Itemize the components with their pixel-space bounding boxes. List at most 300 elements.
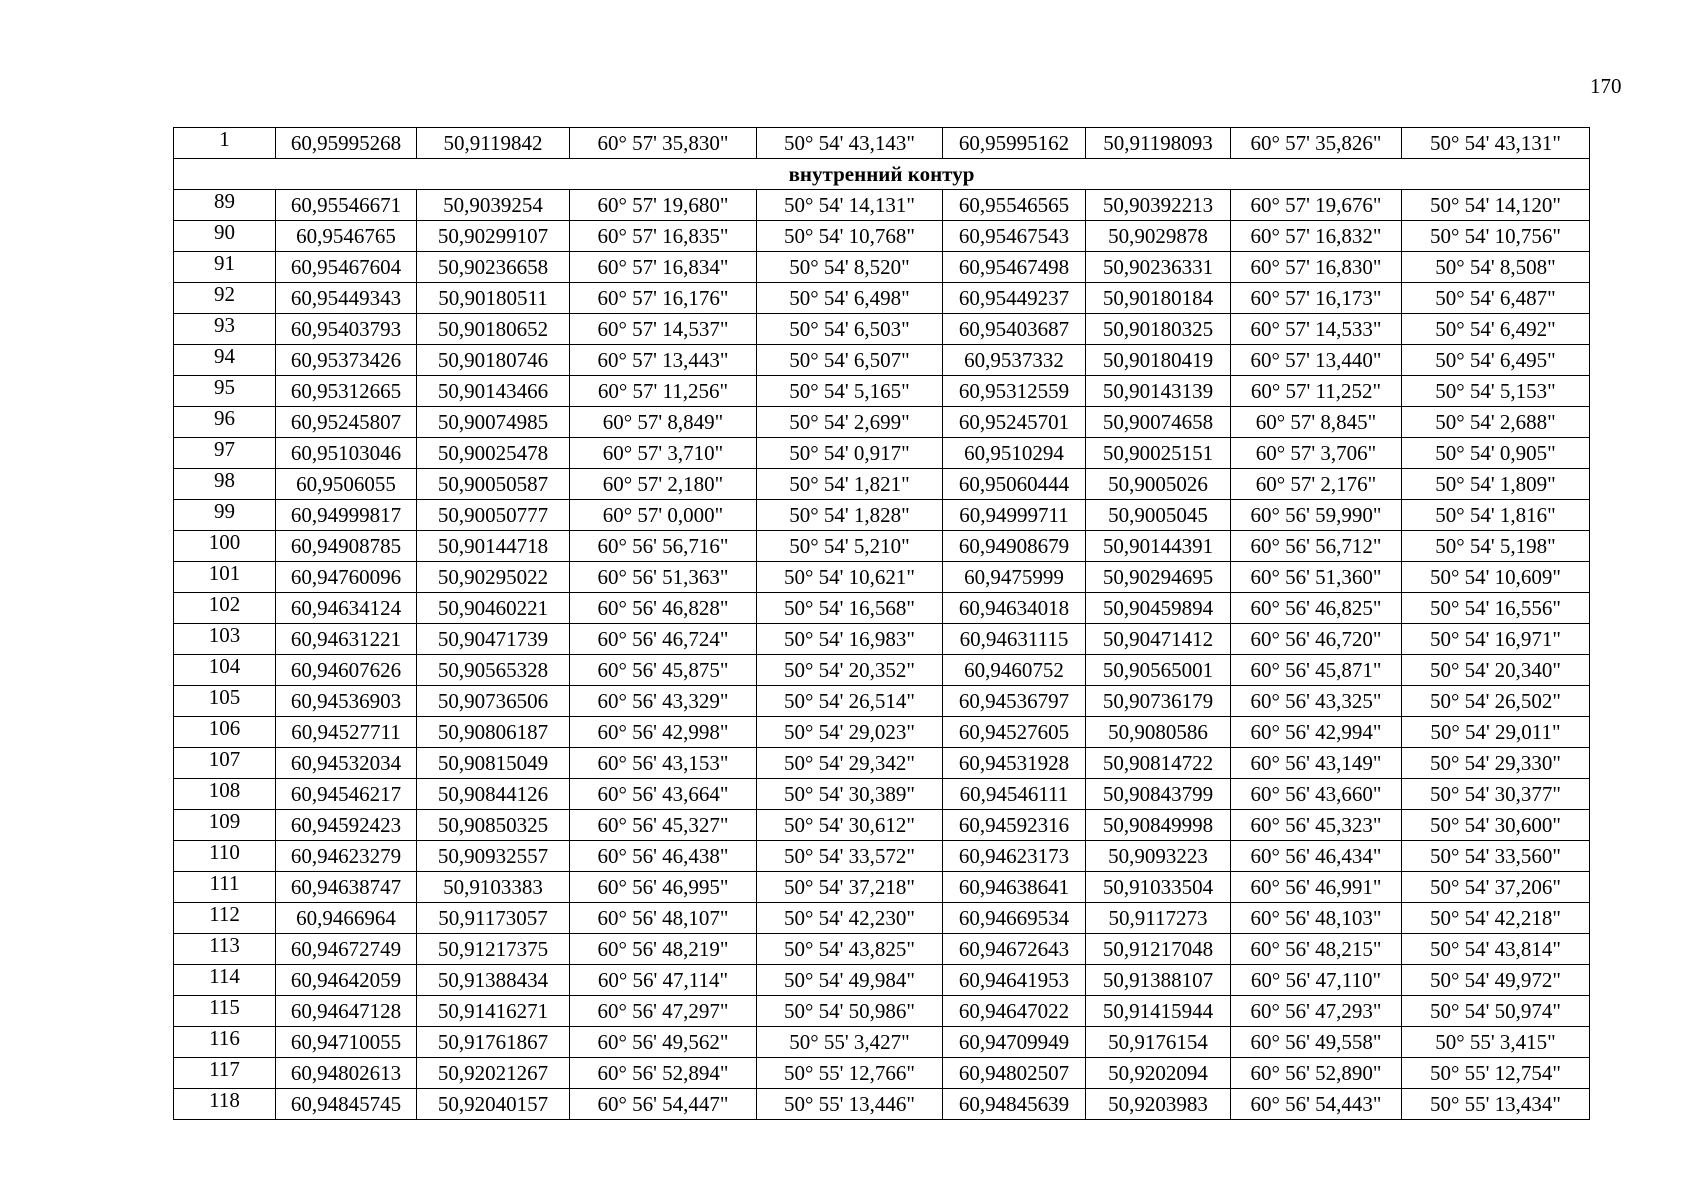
latitude-dms-alt-cell: 60° 57' 11,252" <box>1231 376 1402 407</box>
latitude-dms-cell: 60° 57' 35,830" <box>570 128 757 159</box>
longitude-dms-alt-cell: 50° 54' 8,508" <box>1402 252 1590 283</box>
longitude-decimal-cell: 50,90565328 <box>417 655 570 686</box>
point-number-cell: 108 <box>174 779 276 810</box>
latitude-decimal-cell: 60,94760096 <box>276 562 417 593</box>
longitude-decimal-cell: 50,90050587 <box>417 469 570 500</box>
longitude-decimal-alt-cell: 50,91198093 <box>1086 128 1231 159</box>
longitude-decimal-alt-cell: 50,9117273 <box>1086 903 1231 934</box>
table-row <box>174 841 1590 872</box>
longitude-dms-alt-cell: 50° 54' 1,816" <box>1402 500 1590 531</box>
longitude-decimal-alt-cell: 50,9176154 <box>1086 1027 1231 1058</box>
table-row <box>174 686 1590 717</box>
table-row <box>174 996 1590 1027</box>
latitude-decimal-cell: 60,95546671 <box>276 190 417 221</box>
point-number-cell: 117 <box>174 1058 276 1089</box>
latitude-decimal-alt-cell: 60,94638641 <box>943 872 1086 903</box>
longitude-decimal-alt-cell: 50,90843799 <box>1086 779 1231 810</box>
table-row <box>174 531 1590 562</box>
latitude-decimal-alt-cell: 60,95312559 <box>943 376 1086 407</box>
longitude-dms-alt-cell: 50° 54' 10,609" <box>1402 562 1590 593</box>
longitude-decimal-cell: 50,90180746 <box>417 345 570 376</box>
longitude-dms-alt-cell: 50° 54' 16,556" <box>1402 593 1590 624</box>
latitude-decimal-cell: 60,94638747 <box>276 872 417 903</box>
longitude-dms-cell: 50° 54' 2,699" <box>757 407 943 438</box>
longitude-decimal-alt-cell: 50,90565001 <box>1086 655 1231 686</box>
latitude-decimal-cell: 60,94672749 <box>276 934 417 965</box>
longitude-decimal-cell: 50,91761867 <box>417 1027 570 1058</box>
coordinates-table <box>173 127 1590 1120</box>
latitude-decimal-alt-cell: 60,95995162 <box>943 128 1086 159</box>
longitude-decimal-alt-cell: 50,90180184 <box>1086 283 1231 314</box>
latitude-dms-cell: 60° 56' 49,562" <box>570 1027 757 1058</box>
latitude-dms-cell: 60° 56' 51,363" <box>570 562 757 593</box>
longitude-dms-cell: 50° 54' 5,210" <box>757 531 943 562</box>
latitude-decimal-alt-cell: 60,9460752 <box>943 655 1086 686</box>
longitude-decimal-cell: 50,90932557 <box>417 841 570 872</box>
longitude-decimal-alt-cell: 50,9080586 <box>1086 717 1231 748</box>
latitude-decimal-cell: 60,95467604 <box>276 252 417 283</box>
latitude-decimal-alt-cell: 60,94536797 <box>943 686 1086 717</box>
longitude-dms-cell: 50° 54' 16,983" <box>757 624 943 655</box>
longitude-dms-alt-cell: 50° 55' 12,754" <box>1402 1058 1590 1089</box>
latitude-decimal-cell: 60,94607626 <box>276 655 417 686</box>
point-number-cell: 118 <box>174 1089 276 1120</box>
latitude-dms-alt-cell: 60° 56' 43,149" <box>1231 748 1402 779</box>
latitude-dms-alt-cell: 60° 56' 52,890" <box>1231 1058 1402 1089</box>
latitude-dms-alt-cell: 60° 57' 35,826" <box>1231 128 1402 159</box>
longitude-decimal-cell: 50,90180652 <box>417 314 570 345</box>
longitude-dms-alt-cell: 50° 54' 6,495" <box>1402 345 1590 376</box>
latitude-decimal-cell: 60,95373426 <box>276 345 417 376</box>
latitude-decimal-cell: 60,94536903 <box>276 686 417 717</box>
latitude-decimal-alt-cell: 60,9510294 <box>943 438 1086 469</box>
latitude-dms-cell: 60° 56' 42,998" <box>570 717 757 748</box>
latitude-dms-cell: 60° 57' 0,000" <box>570 500 757 531</box>
longitude-dms-alt-cell: 50° 54' 33,560" <box>1402 841 1590 872</box>
point-number-cell: 102 <box>174 593 276 624</box>
latitude-dms-alt-cell: 60° 57' 16,173" <box>1231 283 1402 314</box>
point-number-cell: 104 <box>174 655 276 686</box>
longitude-decimal-alt-cell: 50,91217048 <box>1086 934 1231 965</box>
longitude-decimal-alt-cell: 50,90074658 <box>1086 407 1231 438</box>
latitude-decimal-alt-cell: 60,94631115 <box>943 624 1086 655</box>
longitude-dms-cell: 50° 54' 50,986" <box>757 996 943 1027</box>
latitude-dms-alt-cell: 60° 56' 45,871" <box>1231 655 1402 686</box>
longitude-decimal-alt-cell: 50,9093223 <box>1086 841 1231 872</box>
point-number-cell: 101 <box>174 562 276 593</box>
latitude-dms-cell: 60° 56' 45,327" <box>570 810 757 841</box>
longitude-dms-alt-cell: 50° 54' 1,809" <box>1402 469 1590 500</box>
page-number: 170 <box>1590 74 1622 98</box>
latitude-decimal-alt-cell: 60,94845639 <box>943 1089 1086 1120</box>
point-number-cell: 90 <box>174 221 276 252</box>
latitude-decimal-alt-cell: 60,94672643 <box>943 934 1086 965</box>
latitude-dms-cell: 60° 56' 56,716" <box>570 531 757 562</box>
longitude-dms-alt-cell: 50° 54' 20,340" <box>1402 655 1590 686</box>
longitude-dms-cell: 50° 54' 0,917" <box>757 438 943 469</box>
longitude-decimal-cell: 50,90850325 <box>417 810 570 841</box>
longitude-decimal-cell: 50,90074985 <box>417 407 570 438</box>
longitude-dms-alt-cell: 50° 54' 43,814" <box>1402 934 1590 965</box>
table-row <box>174 779 1590 810</box>
latitude-dms-cell: 60° 56' 43,153" <box>570 748 757 779</box>
longitude-dms-cell: 50° 54' 6,503" <box>757 314 943 345</box>
latitude-decimal-alt-cell: 60,95546565 <box>943 190 1086 221</box>
longitude-dms-cell: 50° 55' 12,766" <box>757 1058 943 1089</box>
longitude-dms-alt-cell: 50° 54' 30,600" <box>1402 810 1590 841</box>
latitude-dms-alt-cell: 60° 56' 59,990" <box>1231 500 1402 531</box>
latitude-decimal-cell: 60,94642059 <box>276 965 417 996</box>
longitude-decimal-alt-cell: 50,91033504 <box>1086 872 1231 903</box>
table-row <box>174 469 1590 500</box>
latitude-dms-alt-cell: 60° 57' 16,832" <box>1231 221 1402 252</box>
latitude-dms-alt-cell: 60° 56' 46,825" <box>1231 593 1402 624</box>
longitude-decimal-cell: 50,9119842 <box>417 128 570 159</box>
latitude-decimal-alt-cell: 60,94709949 <box>943 1027 1086 1058</box>
table-row <box>174 624 1590 655</box>
table-row <box>174 190 1590 221</box>
latitude-decimal-cell: 60,9546765 <box>276 221 417 252</box>
latitude-dms-cell: 60° 56' 48,219" <box>570 934 757 965</box>
longitude-decimal-alt-cell: 50,90459894 <box>1086 593 1231 624</box>
longitude-dms-alt-cell: 50° 54' 26,502" <box>1402 686 1590 717</box>
table-body <box>174 128 1590 1120</box>
longitude-dms-alt-cell: 50° 54' 16,971" <box>1402 624 1590 655</box>
latitude-decimal-cell: 60,9506055 <box>276 469 417 500</box>
longitude-decimal-cell: 50,9039254 <box>417 190 570 221</box>
latitude-dms-cell: 60° 57' 13,443" <box>570 345 757 376</box>
longitude-dms-cell: 50° 54' 14,131" <box>757 190 943 221</box>
longitude-dms-cell: 50° 54' 29,342" <box>757 748 943 779</box>
longitude-decimal-cell: 50,92040157 <box>417 1089 570 1120</box>
longitude-dms-cell: 50° 54' 10,768" <box>757 221 943 252</box>
latitude-dms-cell: 60° 57' 11,256" <box>570 376 757 407</box>
latitude-dms-cell: 60° 56' 46,438" <box>570 841 757 872</box>
latitude-decimal-alt-cell: 60,95245701 <box>943 407 1086 438</box>
longitude-dms-cell: 50° 54' 16,568" <box>757 593 943 624</box>
longitude-dms-cell: 50° 54' 26,514" <box>757 686 943 717</box>
longitude-decimal-alt-cell: 50,91388107 <box>1086 965 1231 996</box>
longitude-decimal-cell: 50,90180511 <box>417 283 570 314</box>
latitude-dms-alt-cell: 60° 57' 2,176" <box>1231 469 1402 500</box>
longitude-dms-alt-cell: 50° 54' 6,492" <box>1402 314 1590 345</box>
longitude-dms-alt-cell: 50° 54' 42,218" <box>1402 903 1590 934</box>
longitude-dms-cell: 50° 54' 42,230" <box>757 903 943 934</box>
point-number-cell: 112 <box>174 903 276 934</box>
latitude-dms-alt-cell: 60° 56' 46,720" <box>1231 624 1402 655</box>
latitude-dms-alt-cell: 60° 56' 48,103" <box>1231 903 1402 934</box>
longitude-dms-alt-cell: 50° 54' 2,688" <box>1402 407 1590 438</box>
table-row <box>174 345 1590 376</box>
longitude-dms-alt-cell: 50° 54' 5,153" <box>1402 376 1590 407</box>
longitude-dms-alt-cell: 50° 54' 6,487" <box>1402 283 1590 314</box>
longitude-dms-alt-cell: 50° 54' 29,011" <box>1402 717 1590 748</box>
table-row <box>174 500 1590 531</box>
latitude-dms-alt-cell: 60° 56' 46,991" <box>1231 872 1402 903</box>
longitude-decimal-cell: 50,9103383 <box>417 872 570 903</box>
longitude-dms-alt-cell: 50° 54' 49,972" <box>1402 965 1590 996</box>
latitude-decimal-cell: 60,94710055 <box>276 1027 417 1058</box>
longitude-decimal-cell: 50,90025478 <box>417 438 570 469</box>
latitude-dms-cell: 60° 57' 14,537" <box>570 314 757 345</box>
longitude-decimal-cell: 50,90050777 <box>417 500 570 531</box>
table-row <box>174 438 1590 469</box>
table-row <box>174 872 1590 903</box>
latitude-decimal-alt-cell: 60,94802507 <box>943 1058 1086 1089</box>
latitude-decimal-alt-cell: 60,94592316 <box>943 810 1086 841</box>
section-header-row <box>174 159 1590 190</box>
table-row <box>174 934 1590 965</box>
latitude-dms-alt-cell: 60° 56' 54,443" <box>1231 1089 1402 1120</box>
latitude-decimal-alt-cell: 60,94623173 <box>943 841 1086 872</box>
latitude-dms-cell: 60° 56' 46,828" <box>570 593 757 624</box>
table-row-first <box>174 128 1590 159</box>
latitude-decimal-cell: 60,95245807 <box>276 407 417 438</box>
longitude-dms-cell: 50° 54' 5,165" <box>757 376 943 407</box>
longitude-dms-cell: 50° 54' 33,572" <box>757 841 943 872</box>
table-row <box>174 1058 1590 1089</box>
table-row <box>174 593 1590 624</box>
longitude-dms-alt-cell: 50° 55' 13,434" <box>1402 1089 1590 1120</box>
latitude-dms-alt-cell: 60° 56' 47,293" <box>1231 996 1402 1027</box>
longitude-dms-cell: 50° 55' 3,427" <box>757 1027 943 1058</box>
latitude-decimal-alt-cell: 60,95060444 <box>943 469 1086 500</box>
longitude-dms-cell: 50° 54' 49,984" <box>757 965 943 996</box>
longitude-decimal-cell: 50,90143466 <box>417 376 570 407</box>
latitude-decimal-cell: 60,94527711 <box>276 717 417 748</box>
latitude-dms-cell: 60° 56' 52,894" <box>570 1058 757 1089</box>
longitude-dms-alt-cell: 50° 54' 43,131" <box>1402 128 1590 159</box>
longitude-decimal-alt-cell: 50,9005045 <box>1086 500 1231 531</box>
table-row <box>174 314 1590 345</box>
point-number-cell: 103 <box>174 624 276 655</box>
latitude-decimal-cell: 60,95403793 <box>276 314 417 345</box>
latitude-dms-cell: 60° 56' 47,114" <box>570 965 757 996</box>
latitude-decimal-alt-cell: 60,95467498 <box>943 252 1086 283</box>
longitude-decimal-cell: 50,91416271 <box>417 996 570 1027</box>
point-number-cell: 109 <box>174 810 276 841</box>
latitude-dms-alt-cell: 60° 57' 13,440" <box>1231 345 1402 376</box>
longitude-dms-cell: 50° 54' 43,825" <box>757 934 943 965</box>
latitude-dms-alt-cell: 60° 56' 48,215" <box>1231 934 1402 965</box>
point-number-cell: 114 <box>174 965 276 996</box>
latitude-decimal-cell: 60,95103046 <box>276 438 417 469</box>
latitude-dms-cell: 60° 56' 54,447" <box>570 1089 757 1120</box>
point-number-cell: 100 <box>174 531 276 562</box>
longitude-dms-alt-cell: 50° 54' 14,120" <box>1402 190 1590 221</box>
latitude-dms-cell: 60° 57' 2,180" <box>570 469 757 500</box>
longitude-dms-cell: 50° 54' 29,023" <box>757 717 943 748</box>
point-number-cell: 115 <box>174 996 276 1027</box>
latitude-dms-cell: 60° 57' 3,710" <box>570 438 757 469</box>
longitude-dms-alt-cell: 50° 54' 0,905" <box>1402 438 1590 469</box>
longitude-dms-cell: 50° 54' 6,498" <box>757 283 943 314</box>
longitude-decimal-alt-cell: 50,90025151 <box>1086 438 1231 469</box>
longitude-dms-cell: 50° 54' 30,612" <box>757 810 943 841</box>
longitude-decimal-cell: 50,90236658 <box>417 252 570 283</box>
point-number-cell: 106 <box>174 717 276 748</box>
longitude-decimal-cell: 50,90736506 <box>417 686 570 717</box>
longitude-decimal-alt-cell: 50,90294695 <box>1086 562 1231 593</box>
longitude-dms-alt-cell: 50° 54' 50,974" <box>1402 996 1590 1027</box>
table-row <box>174 252 1590 283</box>
longitude-decimal-alt-cell: 50,90849998 <box>1086 810 1231 841</box>
table-row <box>174 655 1590 686</box>
point-number-cell: 96 <box>174 407 276 438</box>
point-number-cell: 107 <box>174 748 276 779</box>
latitude-dms-alt-cell: 60° 56' 46,434" <box>1231 841 1402 872</box>
longitude-decimal-cell: 50,92021267 <box>417 1058 570 1089</box>
table-row <box>174 903 1590 934</box>
latitude-dms-alt-cell: 60° 56' 45,323" <box>1231 810 1402 841</box>
latitude-decimal-alt-cell: 60,95449237 <box>943 283 1086 314</box>
longitude-decimal-alt-cell: 50,90392213 <box>1086 190 1231 221</box>
longitude-decimal-cell: 50,91173057 <box>417 903 570 934</box>
latitude-decimal-alt-cell: 60,94999711 <box>943 500 1086 531</box>
table-row <box>174 283 1590 314</box>
table-row <box>174 1027 1590 1058</box>
table-row <box>174 748 1590 779</box>
latitude-dms-cell: 60° 56' 47,297" <box>570 996 757 1027</box>
point-number-cell: 98 <box>174 469 276 500</box>
longitude-dms-alt-cell: 50° 54' 37,206" <box>1402 872 1590 903</box>
table-row <box>174 965 1590 996</box>
latitude-decimal-alt-cell: 60,94527605 <box>943 717 1086 748</box>
longitude-decimal-cell: 50,90806187 <box>417 717 570 748</box>
latitude-dms-alt-cell: 60° 56' 51,360" <box>1231 562 1402 593</box>
point-number-cell: 1 <box>174 128 276 159</box>
longitude-decimal-alt-cell: 50,9005026 <box>1086 469 1231 500</box>
latitude-decimal-cell: 60,95449343 <box>276 283 417 314</box>
latitude-decimal-cell: 60,95312665 <box>276 376 417 407</box>
point-number-cell: 116 <box>174 1027 276 1058</box>
longitude-dms-alt-cell: 50° 54' 29,330" <box>1402 748 1590 779</box>
point-number-cell: 94 <box>174 345 276 376</box>
table-row <box>174 376 1590 407</box>
longitude-decimal-alt-cell: 50,90471412 <box>1086 624 1231 655</box>
longitude-dms-cell: 50° 54' 1,821" <box>757 469 943 500</box>
table-row <box>174 562 1590 593</box>
latitude-decimal-cell: 60,94623279 <box>276 841 417 872</box>
latitude-dms-cell: 60° 56' 43,329" <box>570 686 757 717</box>
point-number-cell: 113 <box>174 934 276 965</box>
longitude-decimal-cell: 50,90471739 <box>417 624 570 655</box>
latitude-dms-alt-cell: 60° 56' 43,660" <box>1231 779 1402 810</box>
point-number-cell: 95 <box>174 376 276 407</box>
longitude-dms-cell: 50° 54' 37,218" <box>757 872 943 903</box>
latitude-dms-alt-cell: 60° 56' 56,712" <box>1231 531 1402 562</box>
longitude-decimal-cell: 50,90844126 <box>417 779 570 810</box>
longitude-dms-cell: 50° 54' 1,828" <box>757 500 943 531</box>
point-number-cell: 111 <box>174 872 276 903</box>
latitude-decimal-cell: 60,9466964 <box>276 903 417 934</box>
longitude-dms-cell: 50° 54' 6,507" <box>757 345 943 376</box>
longitude-dms-cell: 50° 54' 43,143" <box>757 128 943 159</box>
latitude-dms-cell: 60° 57' 8,849" <box>570 407 757 438</box>
latitude-dms-alt-cell: 60° 57' 19,676" <box>1231 190 1402 221</box>
longitude-decimal-alt-cell: 50,9203983 <box>1086 1089 1231 1120</box>
latitude-decimal-alt-cell: 60,9537332 <box>943 345 1086 376</box>
longitude-dms-cell: 50° 55' 13,446" <box>757 1089 943 1120</box>
longitude-decimal-alt-cell: 50,9202094 <box>1086 1058 1231 1089</box>
latitude-dms-alt-cell: 60° 56' 43,325" <box>1231 686 1402 717</box>
longitude-dms-cell: 50° 54' 10,621" <box>757 562 943 593</box>
latitude-decimal-alt-cell: 60,95403687 <box>943 314 1086 345</box>
table-row <box>174 810 1590 841</box>
longitude-dms-alt-cell: 50° 54' 30,377" <box>1402 779 1590 810</box>
point-number-cell: 92 <box>174 283 276 314</box>
point-number-cell: 93 <box>174 314 276 345</box>
longitude-decimal-alt-cell: 50,91415944 <box>1086 996 1231 1027</box>
latitude-decimal-cell: 60,94592423 <box>276 810 417 841</box>
latitude-dms-cell: 60° 56' 43,664" <box>570 779 757 810</box>
longitude-decimal-cell: 50,90144718 <box>417 531 570 562</box>
longitude-decimal-cell: 50,90299107 <box>417 221 570 252</box>
longitude-decimal-cell: 50,91217375 <box>417 934 570 965</box>
latitude-decimal-cell: 60,94845745 <box>276 1089 417 1120</box>
point-number-cell: 99 <box>174 500 276 531</box>
latitude-decimal-cell: 60,94532034 <box>276 748 417 779</box>
latitude-decimal-alt-cell: 60,9475999 <box>943 562 1086 593</box>
latitude-dms-alt-cell: 60° 57' 16,830" <box>1231 252 1402 283</box>
latitude-decimal-cell: 60,94631221 <box>276 624 417 655</box>
latitude-decimal-cell: 60,94999817 <box>276 500 417 531</box>
latitude-dms-alt-cell: 60° 56' 49,558" <box>1231 1027 1402 1058</box>
latitude-dms-cell: 60° 57' 16,835" <box>570 221 757 252</box>
point-number-cell: 91 <box>174 252 276 283</box>
point-number-cell: 89 <box>174 190 276 221</box>
longitude-dms-alt-cell: 50° 54' 10,756" <box>1402 221 1590 252</box>
latitude-decimal-cell: 60,94802613 <box>276 1058 417 1089</box>
longitude-dms-cell: 50° 54' 30,389" <box>757 779 943 810</box>
latitude-dms-cell: 60° 56' 45,875" <box>570 655 757 686</box>
latitude-decimal-alt-cell: 60,94531928 <box>943 748 1086 779</box>
longitude-decimal-alt-cell: 50,90143139 <box>1086 376 1231 407</box>
latitude-dms-alt-cell: 60° 56' 42,994" <box>1231 717 1402 748</box>
table-row <box>174 407 1590 438</box>
table-row <box>174 221 1590 252</box>
point-number-cell: 97 <box>174 438 276 469</box>
longitude-decimal-alt-cell: 50,90736179 <box>1086 686 1231 717</box>
latitude-decimal-alt-cell: 60,94669534 <box>943 903 1086 934</box>
table-row <box>174 1089 1590 1120</box>
latitude-dms-cell: 60° 56' 46,724" <box>570 624 757 655</box>
longitude-decimal-cell: 50,91388434 <box>417 965 570 996</box>
table-row <box>174 717 1590 748</box>
longitude-decimal-alt-cell: 50,90236331 <box>1086 252 1231 283</box>
latitude-decimal-alt-cell: 60,94546111 <box>943 779 1086 810</box>
longitude-decimal-cell: 50,90295022 <box>417 562 570 593</box>
longitude-decimal-alt-cell: 50,90180419 <box>1086 345 1231 376</box>
latitude-dms-alt-cell: 60° 57' 8,845" <box>1231 407 1402 438</box>
latitude-decimal-cell: 60,94546217 <box>276 779 417 810</box>
latitude-dms-cell: 60° 57' 16,834" <box>570 252 757 283</box>
point-number-cell: 105 <box>174 686 276 717</box>
latitude-decimal-cell: 60,94647128 <box>276 996 417 1027</box>
longitude-decimal-alt-cell: 50,90814722 <box>1086 748 1231 779</box>
longitude-decimal-cell: 50,90815049 <box>417 748 570 779</box>
latitude-decimal-alt-cell: 60,95467543 <box>943 221 1086 252</box>
latitude-dms-alt-cell: 60° 57' 14,533" <box>1231 314 1402 345</box>
latitude-decimal-alt-cell: 60,94634018 <box>943 593 1086 624</box>
latitude-dms-cell: 60° 56' 48,107" <box>570 903 757 934</box>
latitude-dms-alt-cell: 60° 56' 47,110" <box>1231 965 1402 996</box>
longitude-decimal-alt-cell: 50,90144391 <box>1086 531 1231 562</box>
latitude-decimal-alt-cell: 60,94908679 <box>943 531 1086 562</box>
latitude-dms-cell: 60° 57' 16,176" <box>570 283 757 314</box>
longitude-decimal-cell: 50,90460221 <box>417 593 570 624</box>
point-number-cell: 110 <box>174 841 276 872</box>
